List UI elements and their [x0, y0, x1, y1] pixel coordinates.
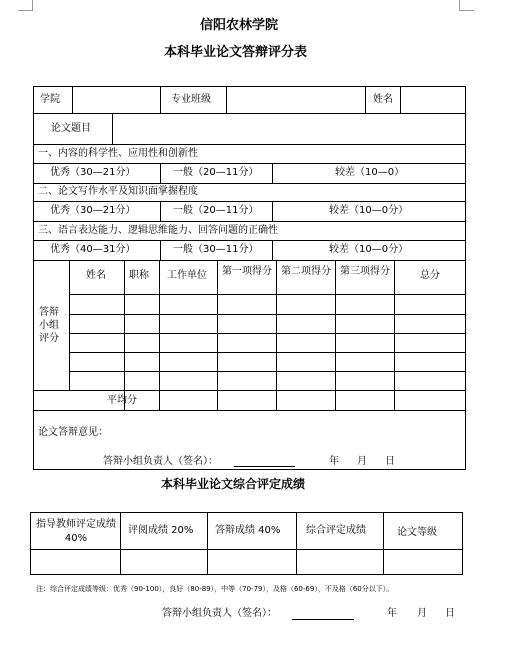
thesis-title-field[interactable]: [114, 115, 464, 143]
panel-col-score-3: 第三项得分: [340, 266, 390, 277]
summary-col-grade: 论文等级: [397, 527, 437, 538]
criterion-2-heading: 二、论文写作水平及知识面掌握程度: [38, 186, 198, 197]
criterion-3-poor[interactable]: 较差（10—0分）: [329, 244, 409, 255]
college-label: 学院: [40, 94, 60, 105]
summary-col-overall: 综合评定成绩: [306, 525, 366, 536]
crop-mark-top-right: [459, 0, 474, 11]
opinion-label: 论文答辩意见：: [38, 427, 108, 438]
school-name: 信阳农林学院: [200, 18, 279, 33]
summary-advisor-cell[interactable]: [32, 551, 118, 573]
opinion-signature-line[interactable]: [234, 466, 295, 467]
summary-col-review: 评阅成绩 20%: [128, 525, 194, 536]
panel-col-unit: 工作单位: [167, 270, 207, 281]
panel-col-title: 职称: [129, 270, 149, 281]
summary-col-advisor: 指导教师评定成绩 40%: [36, 519, 116, 544]
opinion-date-day: 日: [385, 456, 395, 467]
bottom-date-year: 年: [387, 608, 397, 619]
thesis-title-label: 论文题目: [51, 123, 91, 134]
bottom-signature-label: 答辩小组负责人（签名）：: [162, 608, 277, 619]
opinion-date-year: 年: [329, 456, 339, 467]
panel-col-score-2: 第二项得分: [281, 266, 331, 277]
major-class-label: 专业班级: [171, 94, 211, 105]
bottom-signature-line[interactable]: [292, 619, 354, 620]
opinion-date-month: 月: [357, 456, 367, 467]
bottom-date-day: 日: [445, 608, 455, 619]
name-label: 姓名: [373, 94, 393, 105]
criterion-2-poor[interactable]: 较差（10—0分）: [329, 205, 409, 216]
criterion-1-heading: 一、内容的科学性、应用性和创新性: [38, 148, 198, 159]
panel-col-name: 姓名: [86, 270, 106, 281]
grade-note: 注：综合评定成绩等级：优秀（90-100），良好（80-89），中等（70-79），及格（60-69），不及格（60分以下）。: [36, 585, 394, 593]
form-title: 本科毕业论文答辩评分表: [164, 45, 308, 60]
criterion-2-average[interactable]: 一般（20—11分）: [173, 205, 259, 216]
panel-side-label-1: 答辩: [39, 307, 59, 318]
criterion-1-average[interactable]: 一般（20—11分）: [173, 167, 259, 178]
criterion-1-poor[interactable]: 较差（10—0）: [335, 167, 405, 178]
criterion-3-average[interactable]: 一般（30—11分）: [173, 244, 259, 255]
panel-side-label-2: 小组: [39, 320, 59, 331]
panel-col-total: 总分: [420, 270, 440, 281]
criterion-3-heading: 三、语言表达能力、逻辑思维能力、回答问题的正确性: [38, 225, 278, 236]
summary-review-cell[interactable]: [122, 551, 205, 573]
college-field[interactable]: [74, 88, 158, 112]
summary-overall-cell[interactable]: [298, 551, 381, 573]
name-field[interactable]: [402, 88, 464, 112]
summary-defense-cell[interactable]: [209, 551, 294, 573]
panel-side-label-3: 评分: [39, 333, 59, 344]
crop-mark-top-left: [18, 0, 33, 11]
criterion-2-excellent[interactable]: 优秀（30—21分）: [50, 205, 136, 216]
summary-grade-cell[interactable]: [385, 551, 460, 573]
summary-title: 本科毕业论文综合评定成绩: [161, 477, 306, 491]
criterion-3-excellent[interactable]: 优秀（40—31分）: [50, 244, 136, 255]
summary-col-defense: 答辩成绩 40%: [215, 525, 281, 536]
panel-col-score-1: 第一项得分: [222, 266, 272, 277]
average-label: 平均分: [107, 395, 137, 406]
criterion-1-excellent[interactable]: 优秀（30—21分）: [50, 167, 136, 178]
major-class-field[interactable]: [228, 88, 363, 112]
opinion-signature-label: 答辩小组负责人（签名）：: [103, 456, 218, 467]
bottom-date-month: 月: [417, 608, 427, 619]
